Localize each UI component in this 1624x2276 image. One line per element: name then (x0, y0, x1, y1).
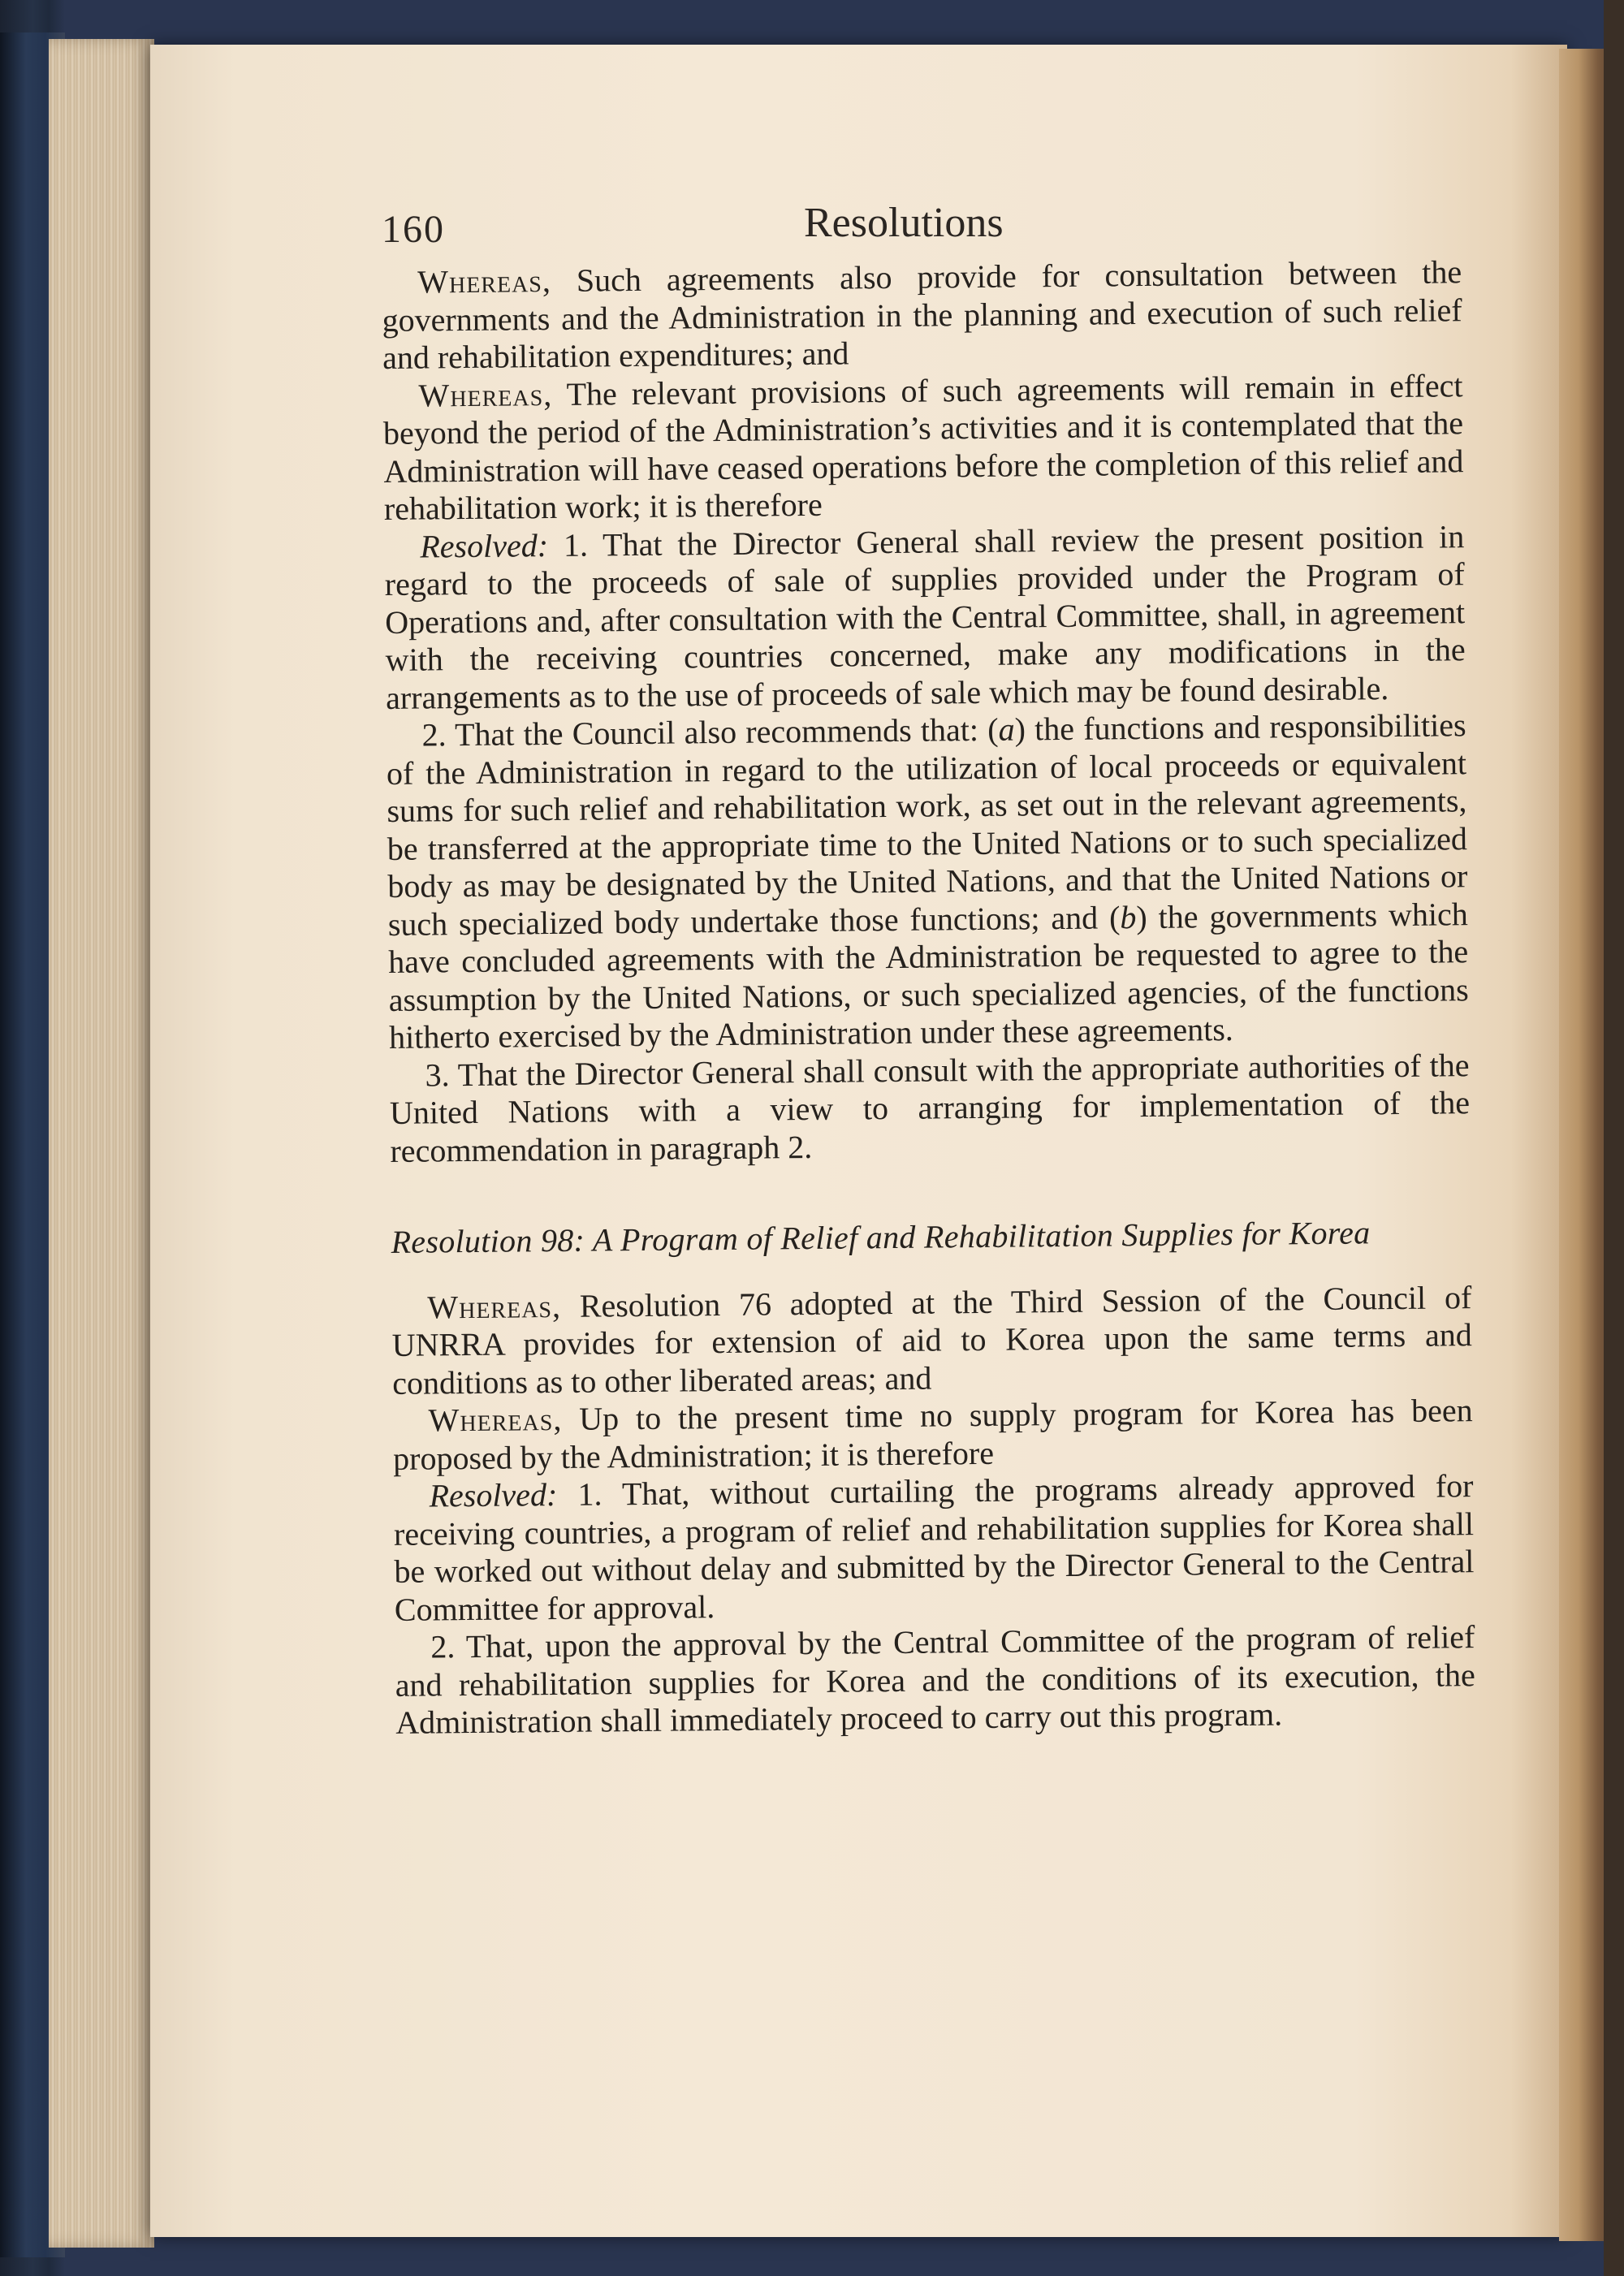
paragraph-resolved-1 (384, 518, 1466, 717)
paragraph-2 (386, 706, 1469, 1056)
paragraph-lead: Resolved: (429, 1475, 558, 1514)
right-shadow (1604, 0, 1624, 2276)
paragraph-whereas-3 (391, 1279, 1472, 1402)
list-marker-b: b (1120, 898, 1137, 935)
list-marker-a: a (998, 710, 1015, 748)
paragraph-text: Such agreements also provide for consultation between the governments and the Administration in the planning and execution of such relief and rehabilitation expenditures; and (382, 253, 1462, 376)
body-text (382, 253, 1475, 1742)
paragraph-text: 1. That the Director General shall review the present position in regard to the proceeds of sale of supplies provided under the Program of Operations and, after consultation with the Central Committee, shall, in agreement with the receiving countries concerned, make any modifications in the arrangements as to the use of proceeds of sale which may be found desirable. (384, 517, 1466, 716)
paragraph-lead: Resolved: (420, 526, 549, 565)
paragraph-lead: Whereas, (417, 261, 552, 300)
paragraph-text: The relevant provisions of such agreements will remain in effect beyond the period of the Administration’s activities and it is contemplated that the Administration will have ceased operations before the completion of this relief and rehabilitation work; it is therefore (382, 366, 1464, 527)
paragraph-text: Up to the present time no supply program for Korea has been proposed by the Administration; it is therefore (392, 1392, 1473, 1477)
paragraph-text: 2. That the Council also recommends that: ( (421, 710, 999, 754)
paragraph-text: 1. That, without curtailing the programs already approved for receiving countries, a program of relief and rehabilitation supplies for Korea shall be worked out without delay and submitted by the Director General to the Central Committee for approval. (393, 1467, 1475, 1628)
paragraph-lead: Whereas, (427, 1287, 562, 1326)
paragraph-whereas-1 (382, 253, 1462, 377)
paragraph-text: Resolution 76 adopted at the Third Session of the Council of UNRRA provides for extension of aid to Korea upon the same terms and conditions as to other liberated areas; and (391, 1278, 1472, 1401)
running-head: Resolutions (804, 200, 1004, 246)
paragraph-last: 2. That, upon the approval by the Central Committee of the program of relief and rehabilitation supplies for Korea and the conditions of its execution, the Administration shall immediately proceed to carry out this program. (395, 1618, 1475, 1741)
paragraph-whereas-2 (382, 367, 1464, 529)
page-stack-edges (49, 39, 154, 2248)
paragraph-text: ) the governments which have concluded agreements with the Administration be requested to agree to the assumption by the United Nations, or such specialized agencies, of the functions hitherto exercised by the Administration under these agreements. (388, 895, 1469, 1056)
paragraph-text: ) the functions and responsibilities of the Administration in regard to the utilization of local proceeds or equivalent sums for such relief and rehabilitation work, as set out in the relevant agreements, be transferred at the appropriate time to the United Nations or to such specialized body as may be designated by the United Nations, and that the United Nations or such specialized body undertake those functions; and ( (386, 706, 1468, 943)
section-heading: Resolution 98: A Program of Relief and Rehabilitation Supplies for Korea (391, 1214, 1371, 1260)
paragraph-whereas-4 (392, 1392, 1473, 1478)
paragraph-lead: Whereas, (418, 375, 553, 414)
paragraph-resolved-2 (393, 1467, 1475, 1629)
page-number: 160 (382, 208, 445, 251)
paragraph-lead: Whereas, (428, 1400, 563, 1439)
paragraph-3: 3. That the Director General shall consult with the appropriate authorities of the United Nations with a view to arranging for implementation of the recommendation in paragraph 2. (389, 1046, 1471, 1169)
